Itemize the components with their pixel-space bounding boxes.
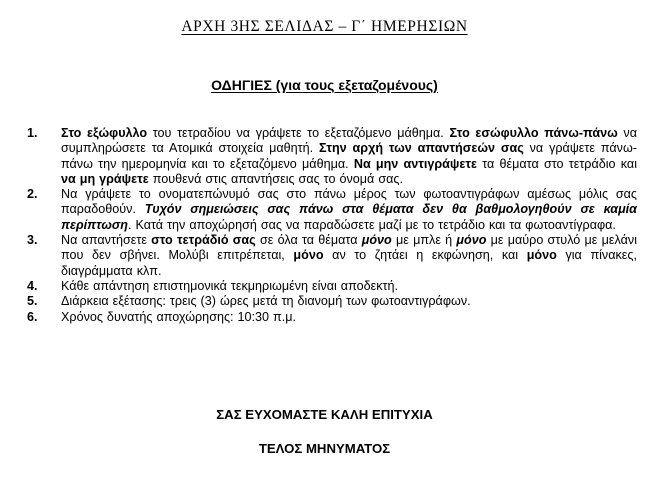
instruction-item-4 bbox=[27, 279, 637, 294]
instruction-text: Κάθε απάντηση επιστημονικά τεκμηριωμένη είναι αποδεκτή. bbox=[61, 278, 398, 293]
instruction-item-5 bbox=[27, 294, 637, 309]
instruction-segment: πουθενά στις απαντήσεις σας το όνομά σας. bbox=[148, 171, 403, 186]
end-message-text: ΤΕΛΟΣ ΜΗΝΥΜΑΤΟΣ bbox=[258, 441, 391, 456]
instruction-item-1 bbox=[27, 126, 637, 187]
instruction-segment: του τετραδίου να γράψετε το εξεταζόμενο μάθημα. bbox=[147, 126, 450, 140]
instruction-item-2 bbox=[27, 187, 637, 233]
instruction-segment: για πίνακες, διαγράμματα κλπ. bbox=[61, 248, 637, 278]
instruction-number: 6. bbox=[27, 309, 38, 324]
instruction-segment: να συμπληρώσετε τα Ατομικά στοιχεία μαθητή. bbox=[61, 126, 638, 156]
instruction-text: Διάρκεια εξέτασης: τρεις (3) ώρες μετά τη διανομή των φωτοαντιγράφων. bbox=[61, 294, 471, 309]
instruction-emphasis: Να μην αντιγράψετε bbox=[353, 156, 477, 171]
instruction-emphasis: μόνο bbox=[361, 233, 392, 248]
instruction-emphasis: Τυχόν σημειώσεις σας πάνω στα θέματα δεν θα βαθμολογηθούν σε καμία περίπτωση bbox=[61, 202, 637, 232]
end-message bbox=[0, 441, 649, 456]
instruction-text bbox=[61, 126, 637, 187]
instruction-number: 1. bbox=[27, 126, 38, 140]
instruction-segment: με μαύρο στυλό με μελάνι που δεν σβήνει. Μολύβι επιτρέπεται, bbox=[61, 233, 637, 263]
good-luck-message bbox=[0, 407, 649, 422]
instruction-emphasis: να μη γράψετε bbox=[61, 171, 149, 186]
page-header bbox=[0, 18, 649, 36]
instruction-emphasis: μόνο bbox=[526, 248, 557, 263]
instructions-list bbox=[27, 126, 637, 325]
instruction-number: 2. bbox=[27, 187, 38, 202]
instruction-segment: αν το ζητάει η εκφώνηση, και bbox=[323, 248, 527, 263]
instruction-text: Χρόνος δυνατής αποχώρησης: 10:30 π.μ. bbox=[61, 309, 296, 324]
instruction-emphasis: μόνο bbox=[456, 233, 487, 248]
instruction-segment: Να απαντήσετε bbox=[61, 233, 152, 248]
instruction-item-3 bbox=[27, 233, 637, 279]
instruction-segment: με μπλε ή bbox=[391, 233, 457, 248]
instruction-segment: . Κατά την αποχώρησή σας να παραδώσετε μαζί με το τετράδιο και τα φωτοαντίγραφα. bbox=[127, 217, 616, 232]
instruction-number: 3. bbox=[27, 233, 38, 248]
instruction-segment: να γράψετε πάνω-πάνω την ημερομηνία και το εξεταζόμενο μάθημα. bbox=[61, 141, 637, 171]
page-start-label: ΑΡΧΗ 3ΗΣ ΣΕΛΙΔΑΣ – Γ΄ ΗΜΕΡΗΣΙΩΝ bbox=[181, 18, 468, 35]
instruction-segment: τα θέματα στο τετράδιο και bbox=[476, 156, 637, 171]
instruction-text bbox=[61, 233, 637, 279]
instruction-emphasis: Στο εξώφυλλο bbox=[61, 126, 148, 140]
instructions-title bbox=[0, 77, 649, 93]
instruction-number: 5. bbox=[27, 294, 38, 309]
instruction-segment: σε όλα τα θέματα bbox=[255, 233, 362, 248]
instructions-title-text: ΟΔΗΓΙΕΣ (για τους εξεταζομένους) bbox=[211, 77, 438, 93]
instruction-emphasis: Στην αρχή των απαντήσεών σας bbox=[319, 141, 524, 156]
instruction-emphasis: Στο εσώφυλλο πάνω-πάνω bbox=[449, 126, 618, 140]
instruction-emphasis: στο τετράδιό σας bbox=[151, 233, 256, 248]
instruction-text bbox=[61, 187, 637, 233]
instruction-emphasis: μόνο bbox=[293, 248, 324, 263]
instruction-number: 4. bbox=[27, 278, 38, 293]
instruction-item-6 bbox=[27, 310, 637, 325]
good-luck-text: ΣΑΣ ΕΥΧΟΜΑΣΤΕ ΚΑΛΗ ΕΠΙΤΥΧΙΑ bbox=[216, 407, 433, 422]
instruction-segment: Να γράψετε το ονοματεπώνυμό σας στο πάνω μέρος των φωτοαντιγράφων αμέσως μόλις σας παραδοθούν. bbox=[61, 187, 637, 217]
